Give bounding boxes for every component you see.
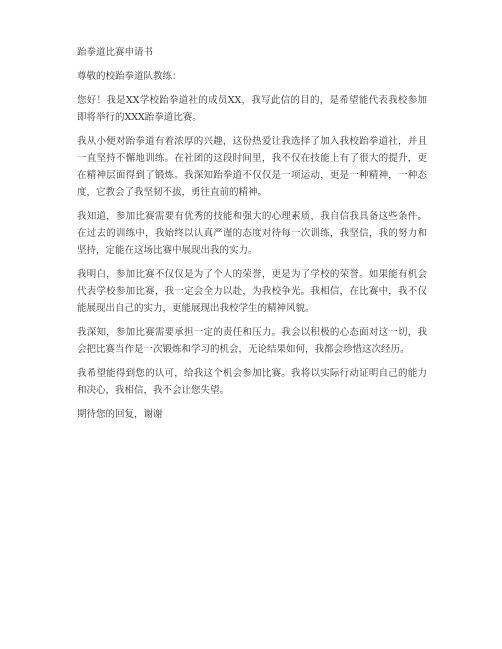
salutation: 尊敬的校跆拳道队教练： xyxy=(77,71,182,82)
paragraph-4: 我明白，参加比赛不仅仅是为了个人的荣誉，更是为了学校的荣誉。如果能有机会代表学校参加比赛，我一定会全力以赴，为我校争光。我相信，在比赛中，我不仅能展现出自己的实力，更能展现出我校学生的精神风貌。 xyxy=(77,269,427,314)
paragraph-2: 我从小便对跆拳道有着浓厚的兴趣，这份热爱让我选择了加入我校跆拳道社，并且一直坚持不懈地训练。在社团的这段时间里，我不仅在技能上有了很大的提升，更在精神层面得到了锻炼。我深知跆拳道不仅仅是一项运动，更是一种精神，一种态度，它教会了我坚韧不拔，勇往直前的精神。 xyxy=(77,136,427,198)
closing-line: 期待您的回复，谢谢 xyxy=(77,409,163,420)
paragraph-5: 我深知，参加比赛需要承担一定的责任和压力。我会以积极的心态面对这一切，我会把比赛当作是一次锻炼和学习的机会，无论结果如何，我都会珍惜这次经历。 xyxy=(77,327,427,355)
paragraph-1: 您好！我是XX学校跆拳道社的成员XX，我写此信的目的，是希望能代表我校参加即将举行的XXX跆拳道比赛。 xyxy=(77,95,427,123)
paragraph-6: 我希望能得到您的认可，给我这个机会参加比赛。我将以实际行动证明自己的能力和决心，我相信，我不会让您失望。 xyxy=(77,368,427,396)
document-title: 跆拳道比赛申请书 xyxy=(77,47,154,58)
paragraph-3: 我知道，参加比赛需要有优秀的技能和强大的心理素质，我自信我具备这些条件。在过去的训练中，我始终以认真严谨的态度对待每一次训练，我坚信，我的努力和坚持，定能在这场比赛中展现出我的实力。 xyxy=(77,211,427,256)
document-body xyxy=(77,44,427,430)
